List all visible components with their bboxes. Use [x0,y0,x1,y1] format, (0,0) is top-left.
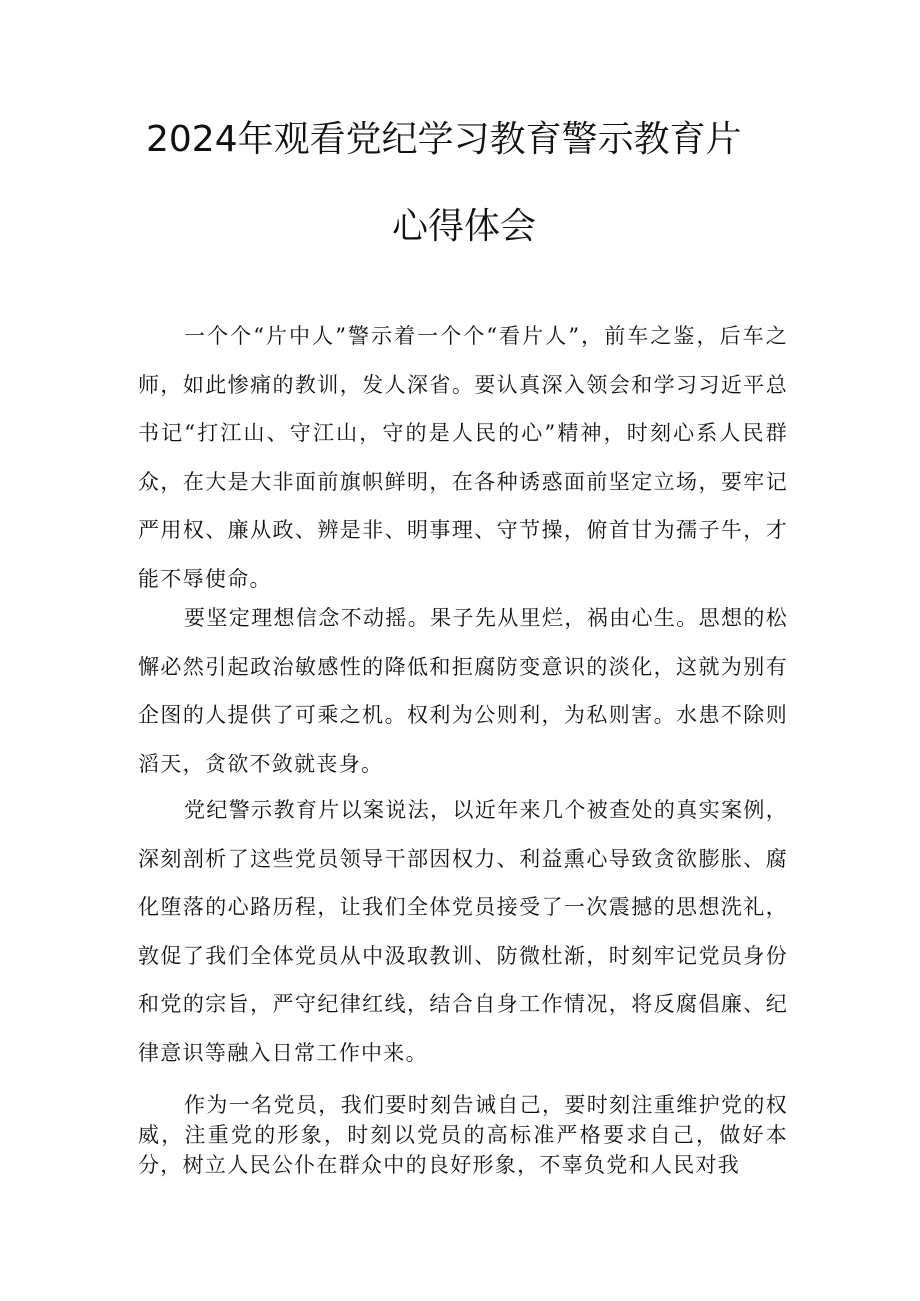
paragraph-1: 一个个“片中人”警示着一个个“看片人”，前车之鉴，后车之师，如此惨痛的教训，发人深省。要认真深入领会和学习习近平总书记“打江山、守江山，守的是人民的心”精神，时刻心系人民群众，在大是大非面前旗帜鲜明，在各种诱惑面前坚定立场，要牢记严用权、廉从政、辨是非、明事理、守节操，俯首甘为孺子牛，才能不辱使命。 [138,324,788,591]
paragraph-2: 要坚定理想信念不动摇。果子先从里烂，祸由心生。思想的松懈必然引起政治敏感性的降低和拒腐防变意识的淡化，这就为别有企图的人提供了可乘之机。权利为公则利，为私则害。水患不除则滔天，贪欲不敛就丧身。 [138,606,788,776]
document-title-line-2: 心得体会 [392,206,537,247]
paragraph-3: 党纪警示教育片以案说法，以近年来几个被查处的真实案例，深刻剖析了这些党员领导干部因权力、利益熏心导致贪欲膨胀、腐化堕落的心路历程，让我们全体党员接受了一次震撼的思想洗礼，敦促了我们全体党员从中汲取教训、防微杜渐，时刻牢记党员身份和党的宗旨，严守纪律红线，结合自身工作情况，将反腐倡廉、纪律意识等融入日常工作中来。 [138,798,788,1065]
document-title-line-1: 2024年观看党纪学习教育警示教育片 [146,119,742,160]
paragraph-4: 作为一名党员，我们要时刻告诫自己，要时刻注重维护党的权威，注重党的形象，时刻以党员的高标准严格要求自己，做好本分，树立人民公仆在群众中的良好形象，不辜负党和人民对我 [138,1093,788,1177]
